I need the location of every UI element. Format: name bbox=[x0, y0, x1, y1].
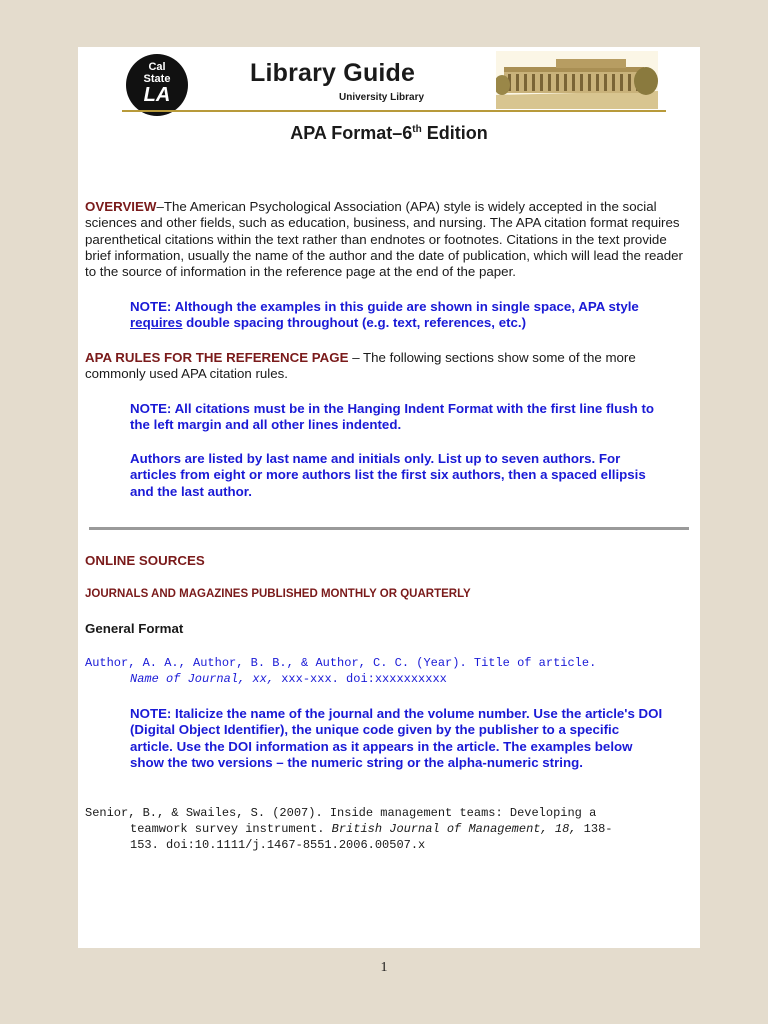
document-page bbox=[78, 47, 700, 948]
journals-heading: JOURNALS AND MAGAZINES PUBLISHED MONTHLY OR QUARTERLY bbox=[85, 588, 471, 600]
cal-state-la-logo: Cal State LA bbox=[126, 54, 188, 116]
library-building-image bbox=[496, 51, 658, 109]
note-double-spacing: NOTE: Although the examples in this guide are shown in single space, APA style requires double spacing throughout (e.g. text, references, etc.) bbox=[130, 299, 639, 331]
note-hanging-indent: NOTE: All citations must be in the Hanging Indent Format with the first line flush to the left margin and all other lines indented. bbox=[130, 401, 654, 433]
section-divider bbox=[89, 527, 689, 530]
document-title: APA Format–6th Edition bbox=[290, 123, 488, 143]
overview-label: OVERVIEW bbox=[85, 199, 157, 214]
rules-paragraph: APA RULES FOR THE REFERENCE PAGE – The following sections show some of the more commonly used APA citation rules. bbox=[85, 350, 636, 382]
note-authors: Authors are listed by last name and initials only. List up to seven authors. For articles from eight or more authors list the first six authors, then a spaced ellipsis and the last author. bbox=[130, 451, 646, 499]
general-format-citation: Author, A. A., Author, B. B., & Author, C. C. (Year). Title of article. Name of Journal, xx, xxx-xxx. doi:xxxxxxxxxx bbox=[85, 656, 597, 686]
page-number: 1 bbox=[380, 960, 388, 975]
header-divider bbox=[122, 110, 666, 112]
guide-title: Library Guide bbox=[250, 59, 416, 87]
note-italicize: NOTE: Italicize the name of the journal and the volume number. Use the article's DOI (Digital Object Identifier), the unique code given by the publisher to a specific article. Use the DOI information as it appears in the article. The examples below show the two versions – the numeric string or the alpha-numeric string. bbox=[130, 706, 663, 770]
overview-paragraph: OVERVIEW–The American Psychological Association (APA) style is widely accepted in the social sciences and other fields, such as education, business, and nursing. The APA citation format requires parenthetical citations within the text rather than endnotes or footnotes. Citations in the text provide brief information, usually the name of the author and the date of publication, which will lead the reader to the source of information in the reference page at the end of the paper. bbox=[85, 199, 683, 280]
guide-subtitle: University Library bbox=[339, 92, 425, 103]
example-citation: Senior, B., & Swailes, S. (2007). Inside management teams: Developing a teamwork survey instrument. British Journal of Management, 18, 138- 153. doi:10.1111/j.1467-8551.2006.00507.x bbox=[85, 806, 613, 852]
general-format-heading: General Format bbox=[85, 621, 184, 636]
rules-label: APA RULES FOR THE REFERENCE PAGE bbox=[85, 350, 349, 365]
online-sources-heading: ONLINE SOURCES bbox=[85, 553, 205, 568]
